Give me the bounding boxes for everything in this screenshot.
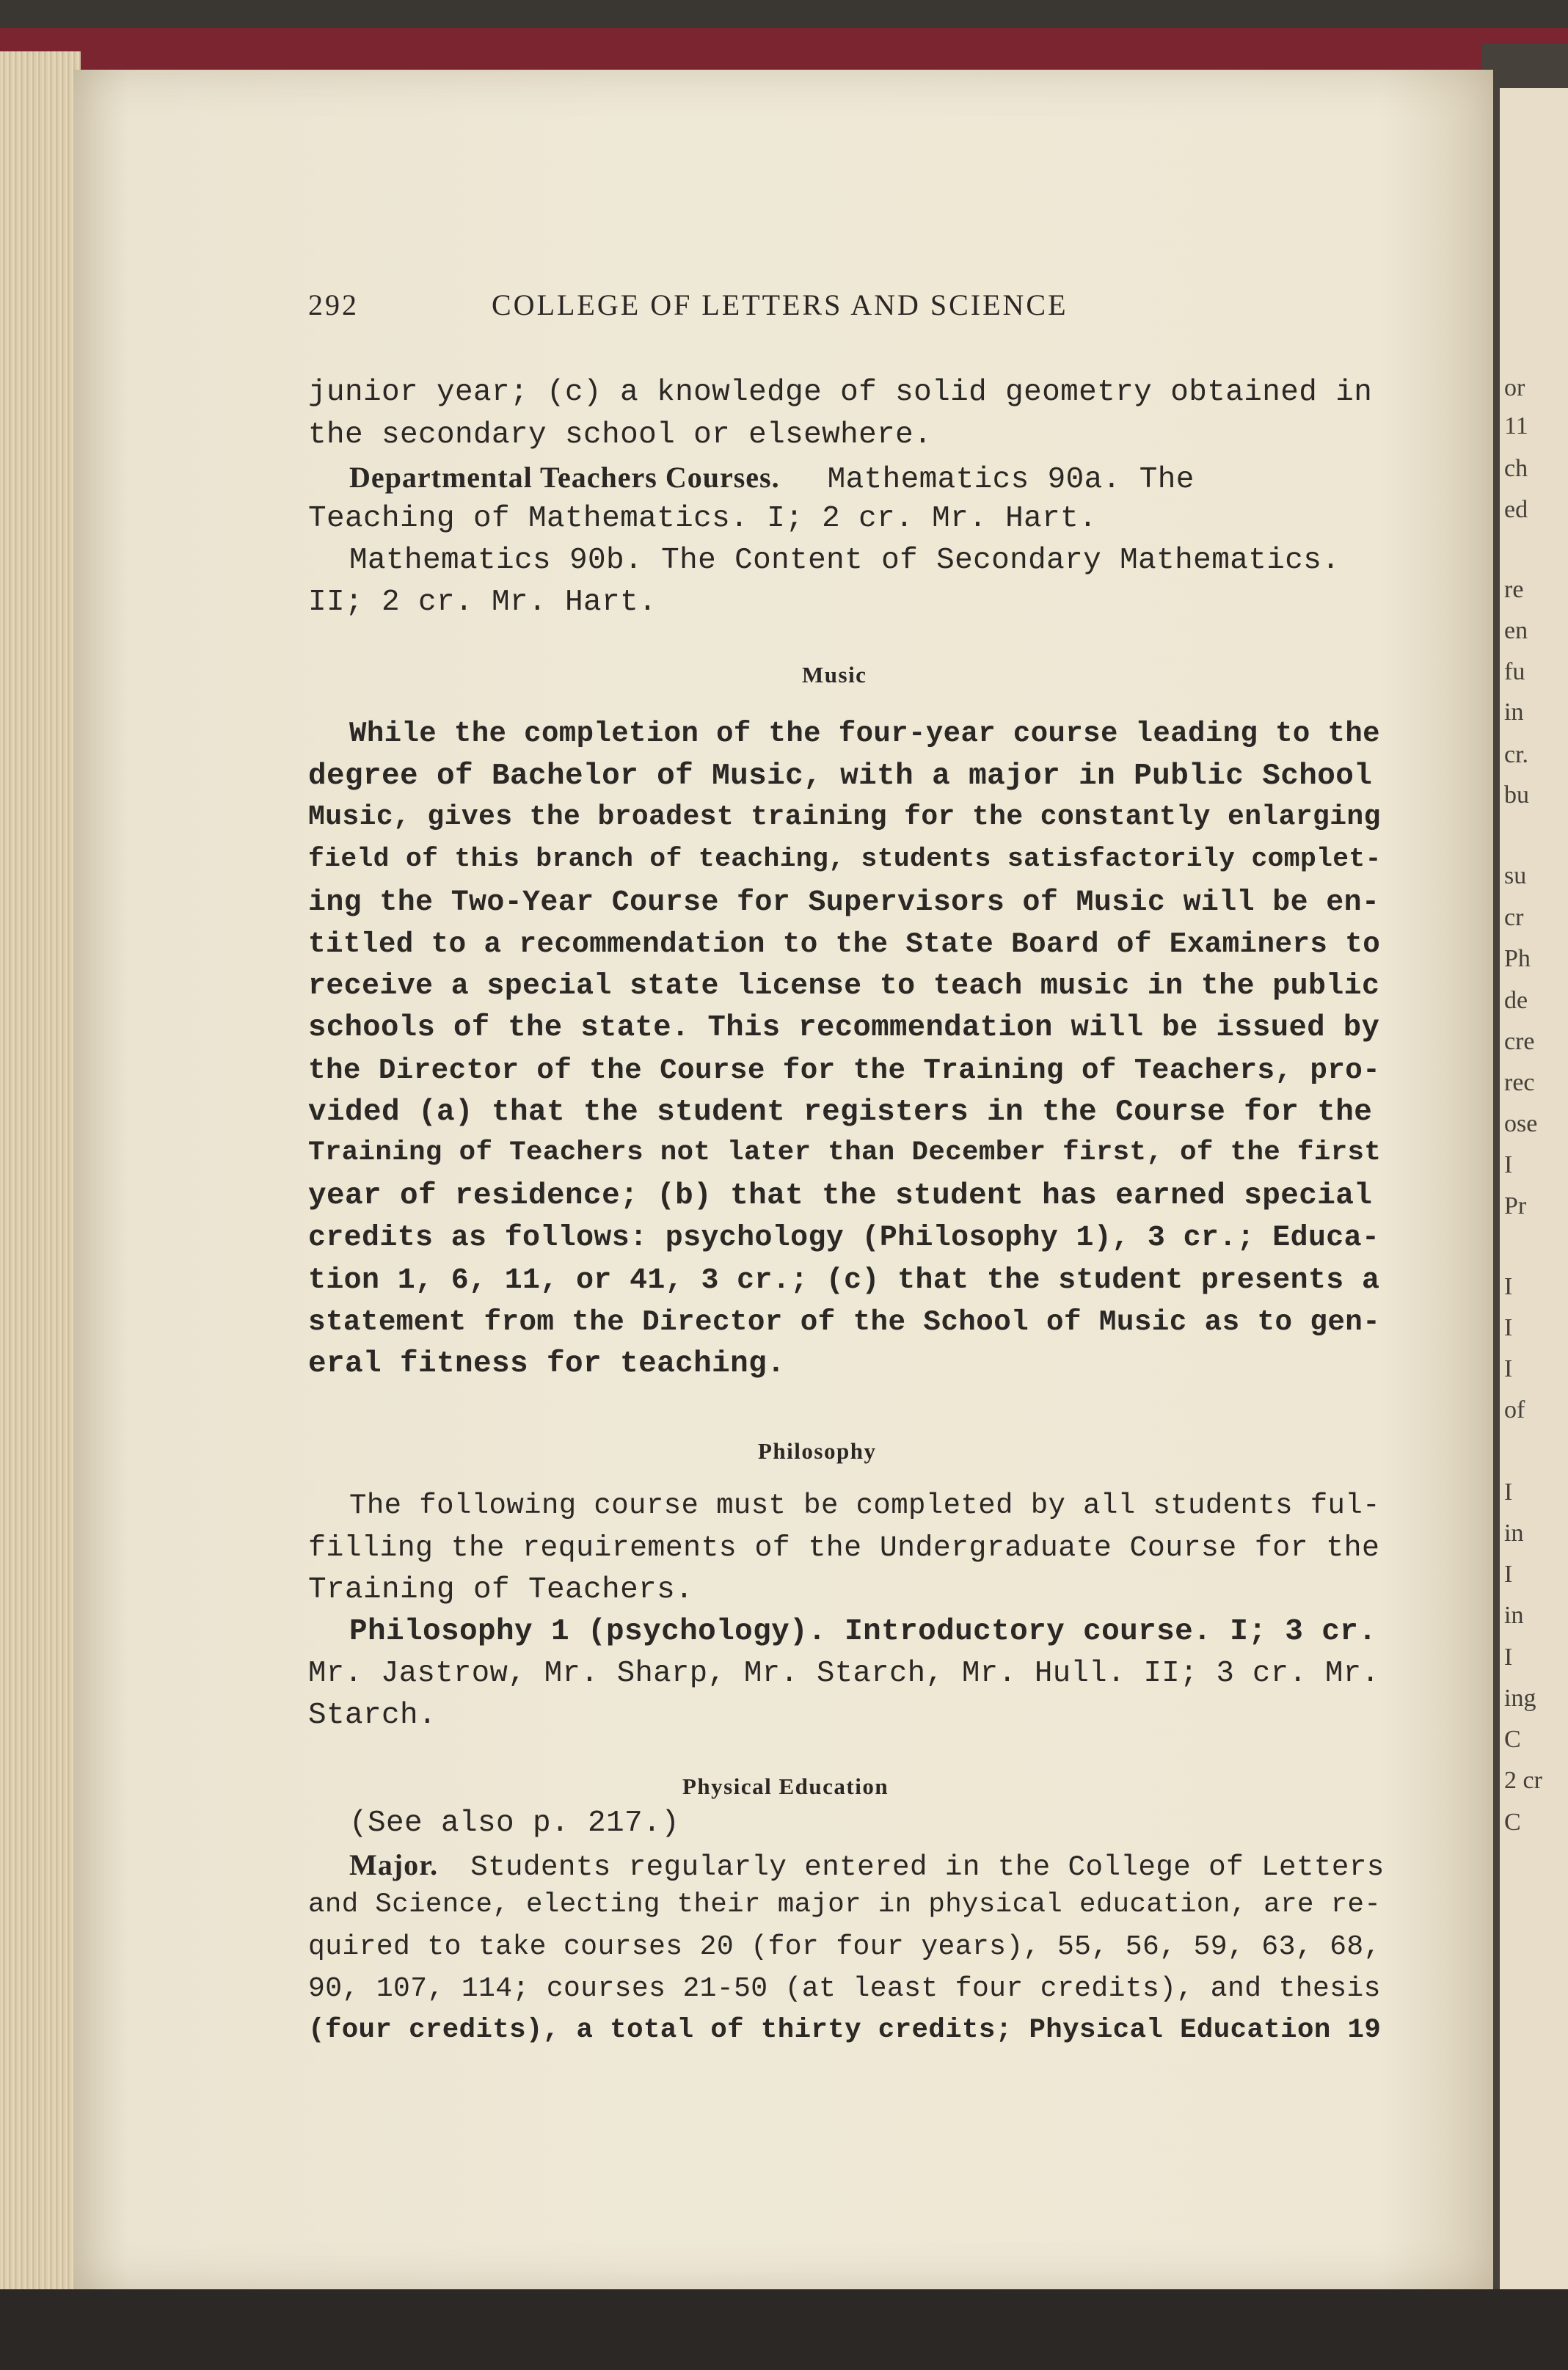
major-line-1-rest: Students regularly entered in the College of Letters [470, 1851, 1385, 1884]
see-also-note: (See also p. 217.) [349, 1806, 680, 1840]
intro-line-2: the secondary school or elsewhere. [308, 418, 933, 452]
next-page-fragment: I [1504, 1644, 1513, 1671]
next-page-fragment: Pr [1504, 1192, 1527, 1219]
next-page-fragment: ing [1504, 1685, 1536, 1712]
next-page-fragment: cr [1504, 904, 1524, 931]
music-line: eral fitness for teaching. [308, 1347, 786, 1381]
phil-line: Philosophy 1 (psychology). Introductory course. I; 3 cr. [349, 1615, 1377, 1649]
major-lead: Major. [349, 1848, 439, 1881]
next-page-fragment: I [1504, 1355, 1513, 1382]
music-line: degree of Bachelor of Music, with a major in Public School [308, 759, 1373, 794]
next-page-fragment: C [1504, 1809, 1521, 1836]
phil-line: Mr. Jastrow, Mr. Sharp, Mr. Starch, Mr. Hull. II; 3 cr. Mr. [308, 1657, 1380, 1691]
next-page-fragment: ed [1504, 496, 1528, 523]
phil-line: The following course must be completed by all students ful- [349, 1490, 1380, 1522]
next-page-fragment: Ph [1504, 945, 1531, 972]
music-line: vided (a) that the student registers in the Course for the [308, 1095, 1373, 1129]
music-line: the Director of the Course for the Training of Teachers, pro- [308, 1053, 1381, 1087]
next-page-fragment: or [1504, 374, 1525, 401]
next-page-fragment: in [1504, 1602, 1524, 1629]
next-page-fragment: I [1504, 1314, 1513, 1341]
next-page-fragment: I [1504, 1151, 1513, 1178]
intro-line-1: junior year; (c) a knowledge of solid geometry obtained in [308, 376, 1373, 409]
music-line: titled to a recommendation to the State Board of Examiners to [308, 927, 1381, 960]
page-number: 292 [308, 288, 359, 321]
teachers-courses-line-2: Teaching of Mathematics. I; 2 cr. Mr. Hart. [308, 502, 1098, 536]
teachers-courses-line-1-rest: Mathematics 90a. The [827, 463, 1195, 497]
page-edges-left [0, 51, 81, 2293]
phil-line: filling the requirements of the Undergraduate Course for the [308, 1531, 1380, 1564]
next-page-fragment: en [1504, 617, 1528, 644]
music-line: statement from the Director of the School of Music as to gen- [308, 1305, 1381, 1338]
phil-line: Training of Teachers. [308, 1573, 694, 1607]
next-page-fragment: ch [1504, 455, 1528, 482]
music-line: year of residence; (b) that the student has earned special [308, 1179, 1373, 1214]
music-line: credits as follows: psychology (Philosophy 1), 3 cr.; Educa- [308, 1221, 1380, 1255]
phil-line: Starch. [308, 1699, 437, 1732]
next-page-fragment: ose [1504, 1110, 1538, 1137]
pe-line: and Science, electing their major in physical education, are re- [308, 1889, 1382, 1920]
next-page-fragment: I [1504, 1478, 1513, 1506]
next-page-fragment: rec [1504, 1069, 1535, 1096]
next-page-fragment: I [1504, 1561, 1513, 1588]
pe-line: (four credits), a total of thirty credits; Physical Education 19 [308, 2015, 1382, 2046]
teachers-courses-line-1 [349, 460, 1195, 497]
music-line: ing the Two-Year Course for Supervisors of Music will be en- [308, 885, 1380, 919]
next-page-fragment: cre [1504, 1028, 1535, 1055]
major-line-1 [349, 1848, 1385, 1884]
next-page-fragment: in [1504, 1520, 1524, 1547]
next-page-fragment: C [1504, 1726, 1521, 1753]
next-page-fragment: I [1504, 1273, 1513, 1300]
teachers-courses-lead: Departmental Teachers Courses. [349, 461, 780, 494]
next-page-fragment: re [1504, 576, 1524, 603]
next-page-edge [1500, 88, 1568, 2289]
music-line: Music, gives the broadest training for the constantly enlarging [308, 801, 1381, 834]
music-line: field of this branch of teaching, students satisfactorily complet- [308, 843, 1382, 874]
next-page-fragment: fu [1504, 658, 1525, 685]
philosophy-heading: Philosophy [758, 1438, 877, 1464]
next-page-fragment: 11 [1504, 412, 1528, 440]
pe-line: 90, 107, 114; courses 21-50 (at least four credits), and thesis [308, 1973, 1381, 2005]
music-line: receive a special state license to teach music in the public [308, 969, 1380, 1003]
next-page-fragment: su [1504, 862, 1527, 889]
music-line: While the completion of the four-year course leading to the [349, 718, 1380, 750]
next-page-fragment: bu [1504, 781, 1529, 809]
next-page-fragment: in [1504, 699, 1524, 726]
music-line: Training of Teachers not later than December first, of the first [308, 1137, 1382, 1168]
music-line: tion 1, 6, 11, or 41, 3 cr.; (c) that the student presents a [308, 1263, 1380, 1297]
teachers-courses-line-3: Mathematics 90b. The Content of Secondary Mathematics. [349, 544, 1341, 577]
next-page-fragment: cr. [1504, 741, 1529, 768]
next-page-fragment: 2 cr [1504, 1767, 1542, 1794]
pe-line: quired to take courses 20 (for four years), 55, 56, 59, 63, 68, [308, 1931, 1381, 1963]
next-page-fragment: of [1504, 1396, 1525, 1423]
book-cover-bottom [0, 2289, 1568, 2370]
music-heading: Music [802, 662, 867, 688]
physical-education-heading: Physical Education [682, 1773, 889, 1799]
music-line: schools of the state. This recommendation will be issued by [308, 1011, 1380, 1046]
running-title: COLLEGE OF LETTERS AND SCIENCE [492, 288, 1068, 321]
next-page-fragment: de [1504, 987, 1528, 1014]
teachers-courses-line-4: II; 2 cr. Mr. Hart. [308, 586, 657, 619]
